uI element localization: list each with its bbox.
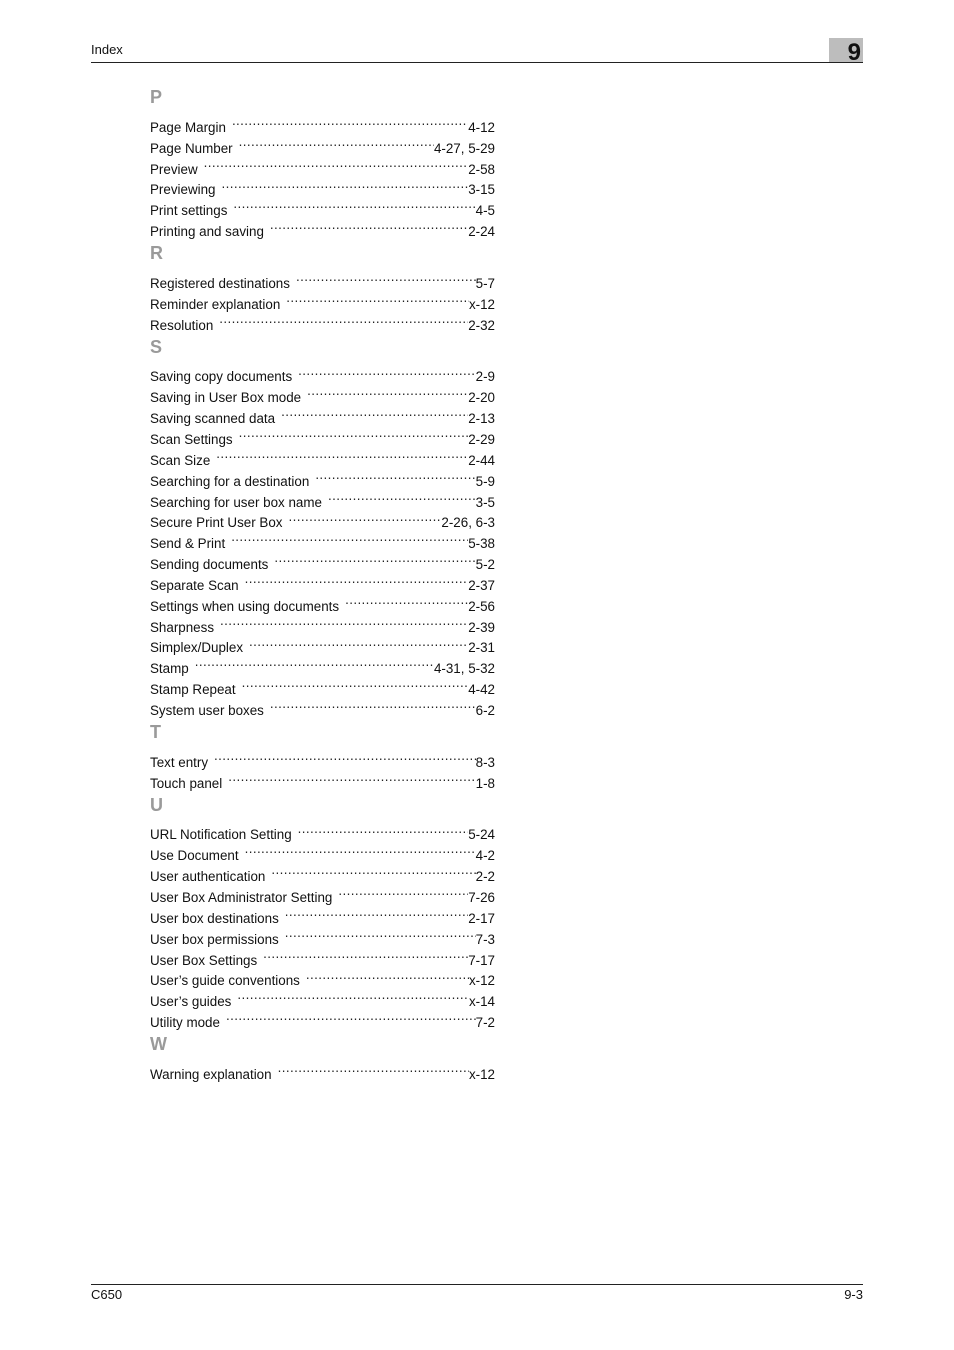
entry-page-ref: 2-31 — [468, 640, 495, 656]
entry-term: Registered destinations — [150, 275, 290, 291]
dot-leader — [298, 361, 475, 382]
entry-term: Stamp Repeat — [150, 682, 236, 698]
entry-page-ref: 2-39 — [468, 619, 495, 635]
entry-term: Secure Print User Box — [150, 515, 283, 531]
index-entry — [150, 673, 495, 698]
index-entry — [150, 361, 495, 385]
entry-term: Simplex/Duplex — [150, 640, 244, 656]
entry-term: Saving copy documents — [150, 369, 293, 385]
index-entry — [150, 746, 495, 770]
entry-term: Searching for user box name — [150, 494, 322, 510]
dot-leader — [270, 694, 476, 715]
dot-leader — [214, 746, 476, 767]
entry-term: Text entry — [150, 754, 209, 770]
entry-page-ref: 2-24 — [468, 224, 495, 240]
entry-page-ref: 2-58 — [468, 161, 495, 177]
index-section — [150, 720, 495, 791]
dot-leader — [220, 611, 468, 632]
chapter-number-tab: 9 — [829, 38, 863, 62]
entry-term: Print settings — [150, 203, 228, 219]
footer-divider — [91, 1284, 863, 1285]
entry-term: Settings when using documents — [150, 598, 340, 614]
dot-leader — [222, 174, 469, 195]
entry-page-ref: 2-26, 6-3 — [441, 515, 495, 531]
dot-leader — [245, 569, 469, 590]
entry-page-ref: 6-2 — [475, 702, 495, 718]
entry-page-ref: 2-17 — [468, 910, 495, 926]
page-header-title: Index — [91, 42, 123, 57]
entry-term: Saving in User Box mode — [150, 390, 302, 406]
dot-leader — [281, 402, 468, 423]
entry-term: Use Document — [150, 848, 239, 864]
entry-term: Send & Print — [150, 536, 226, 552]
entry-term: Sending documents — [150, 557, 269, 573]
entry-page-ref: 1-8 — [475, 775, 495, 791]
entry-term: Page Number — [150, 140, 233, 156]
entry-page-ref: 7-17 — [468, 952, 495, 968]
entry-term: URL Notification Setting — [150, 827, 292, 843]
entry-term: User Box Settings — [150, 952, 258, 968]
entry-page-ref: 2-56 — [468, 598, 495, 614]
entry-page-ref: 3-5 — [475, 494, 495, 510]
entry-term: Resolution — [150, 317, 214, 333]
entry-page-ref: x-14 — [468, 994, 495, 1010]
dot-leader — [242, 673, 469, 694]
entry-term: User Box Administrator Setting — [150, 890, 333, 905]
dot-leader — [237, 985, 469, 1006]
dot-leader — [328, 486, 476, 507]
dot-leader — [216, 444, 468, 465]
dot-leader — [278, 1058, 469, 1079]
dot-leader — [285, 902, 468, 923]
entry-page-ref: 4-27, 5-29 — [433, 140, 495, 156]
entry-page-ref: 2-13 — [468, 411, 495, 427]
entry-term: Warning explanation — [150, 1066, 272, 1082]
dot-leader — [306, 965, 469, 986]
dot-leader — [338, 881, 468, 902]
dot-leader — [204, 153, 469, 174]
dot-leader — [232, 111, 468, 132]
section-letter: P — [150, 87, 163, 107]
dot-leader — [288, 507, 441, 528]
entry-term: Scan Size — [150, 452, 211, 468]
entry-page-ref: 5-38 — [468, 536, 495, 552]
section-letter: S — [150, 336, 163, 357]
entry-term: Stamp — [150, 661, 189, 677]
dot-leader — [195, 652, 434, 673]
entry-page-ref: 8-3 — [475, 754, 495, 770]
entry-page-ref: 2-32 — [468, 317, 495, 333]
index-entry — [150, 267, 495, 291]
dot-leader — [345, 590, 468, 611]
index-section — [150, 85, 495, 240]
footer-page-number: 9-3 — [844, 1287, 863, 1302]
dot-leader — [245, 839, 476, 860]
dot-leader — [239, 423, 469, 444]
entry-term: Sharpness — [150, 619, 215, 635]
dot-leader — [271, 860, 475, 881]
entry-term: User box permissions — [150, 931, 279, 947]
section-letter: R — [150, 243, 163, 264]
dot-leader — [307, 381, 468, 402]
entry-term: Printing and saving — [150, 224, 264, 240]
entry-page-ref: 3-15 — [468, 182, 495, 198]
entry-page-ref: 4-42 — [468, 682, 495, 698]
index-entry — [150, 111, 495, 135]
entry-term: System user boxes — [150, 702, 264, 718]
index-section — [150, 335, 495, 718]
entry-page-ref: x-12 — [468, 973, 495, 989]
entry-term: User authentication — [150, 869, 266, 885]
entry-page-ref: 2-20 — [468, 390, 495, 406]
dot-leader — [219, 309, 468, 330]
entry-page-ref: 4-31, 5-32 — [433, 661, 495, 677]
entry-term: Previewing — [150, 182, 216, 198]
dot-leader — [228, 767, 475, 788]
entry-term: Reminder explanation — [150, 296, 281, 312]
dot-leader — [226, 1006, 476, 1027]
index-list — [150, 85, 495, 1082]
entry-page-ref: 7-2 — [475, 1015, 495, 1031]
section-letter: W — [150, 1034, 167, 1055]
entry-term: Page Margin — [150, 119, 226, 135]
entry-page-ref: 2-37 — [468, 577, 495, 593]
entry-page-ref: 2-2 — [475, 869, 495, 885]
dot-leader — [298, 819, 469, 840]
index-section — [150, 793, 495, 1031]
entry-term: Touch panel — [150, 775, 223, 791]
entry-page-ref: x-12 — [468, 1066, 495, 1082]
entry-term: Utility mode — [150, 1015, 220, 1031]
dot-leader — [315, 465, 475, 486]
dot-leader — [233, 194, 475, 215]
dot-leader — [270, 215, 468, 236]
entry-term: Preview — [150, 161, 198, 177]
entry-page-ref: 5-7 — [475, 275, 495, 291]
entry-page-ref: 5-9 — [475, 473, 495, 489]
dot-leader — [296, 267, 476, 288]
footer-model: C650 — [91, 1287, 123, 1302]
entry-page-ref: 2-44 — [468, 452, 495, 468]
dot-leader — [249, 632, 468, 653]
entry-page-ref: x-12 — [468, 296, 495, 312]
entry-term: Separate Scan — [150, 577, 239, 593]
dot-leader — [263, 944, 468, 965]
entry-page-ref: 5-24 — [468, 827, 495, 843]
entry-page-ref: 7-26 — [468, 890, 495, 905]
dot-leader — [285, 923, 476, 944]
entry-term: User’s guides — [150, 994, 232, 1010]
index-entry — [150, 1058, 495, 1082]
entry-term: User’s guide conventions — [150, 973, 300, 989]
entry-page-ref: 7-3 — [475, 931, 495, 947]
entry-page-ref: 4-12 — [468, 119, 495, 135]
entry-page-ref: 2-29 — [468, 431, 495, 447]
entry-term: Scan Settings — [150, 431, 233, 447]
index-section — [150, 241, 495, 333]
entry-page-ref: 4-2 — [475, 848, 495, 864]
dot-leader — [231, 527, 468, 548]
index-section — [150, 1032, 495, 1082]
section-letter: T — [150, 721, 161, 742]
dot-leader — [286, 288, 469, 309]
entry-page-ref: 4-5 — [475, 203, 495, 219]
index-entry — [150, 652, 495, 677]
dot-leader — [239, 132, 434, 153]
entry-term: Saving scanned data — [150, 411, 276, 427]
section-letter: U — [150, 794, 163, 815]
entry-term: Searching for a destination — [150, 473, 310, 489]
entry-page-ref: 2-9 — [475, 369, 495, 385]
header-divider — [91, 62, 863, 63]
entry-page-ref: 5-2 — [475, 557, 495, 573]
entry-term: User box destinations — [150, 910, 279, 926]
dot-leader — [274, 548, 475, 569]
index-entry — [150, 819, 495, 843]
